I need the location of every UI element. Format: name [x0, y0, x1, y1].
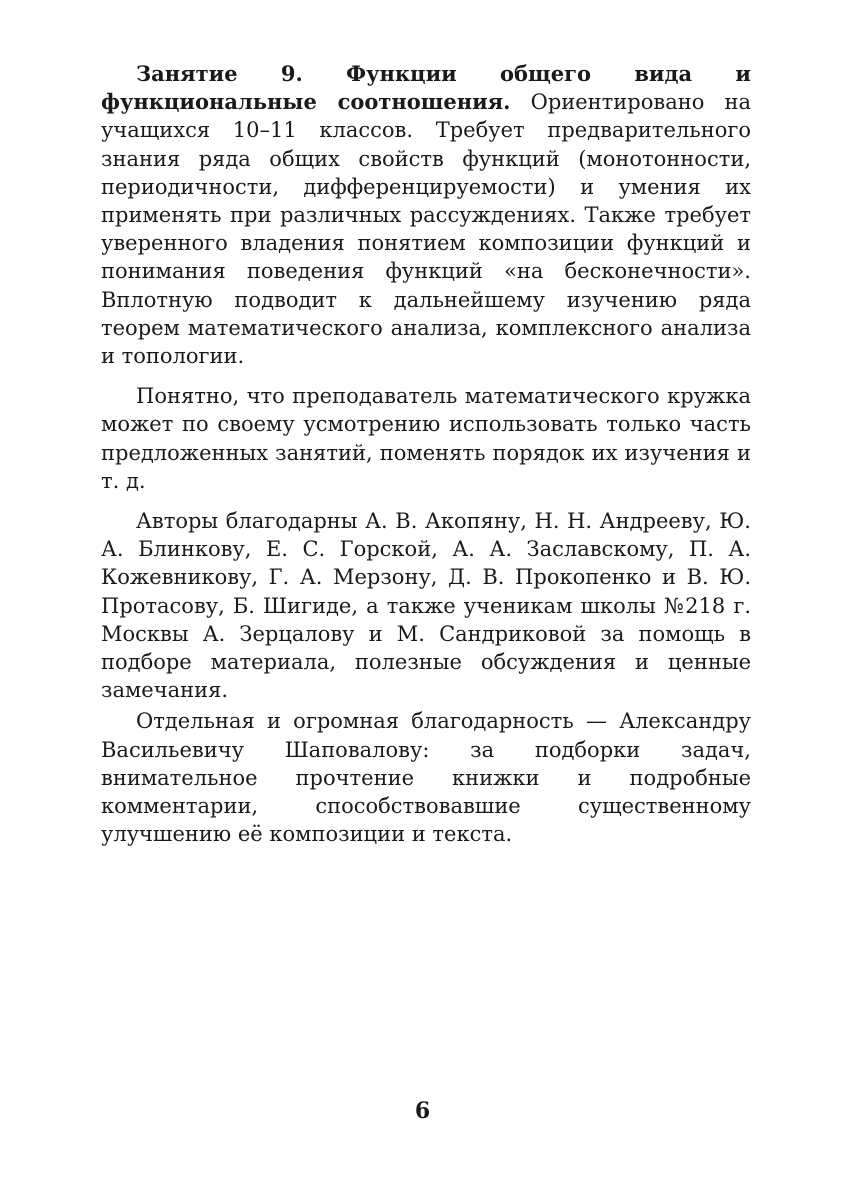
paragraph-teacher-note: Понятно, что преподаватель математического кружка может по своему усмотрению использовать только часть предложенных занятий, поменять порядок их изучения и т. д.: [101, 384, 751, 493]
lesson-9-heading: Занятие 9. Функции общего вида и функциональные соотношения.: [101, 61, 751, 115]
page-number: 6: [414, 1098, 431, 1124]
paragraph-lesson-9: [101, 60, 751, 370]
page-body: [101, 60, 751, 848]
lesson-9-description: Ориентировано на учащихся 10–11 классов. Требует предварительного знания ряда общих свойств функций (монотонности, периодичности, дифференцируемости) и умения их применять при различных рассуждениях. Также требует уверенного владения понятием композиции функций и понимания поведения функций «на бесконечности». Вплотную подводит к дальнейшему изучению ряда теорем математического анализа, комплексного анализа и топологии.: [101, 90, 751, 369]
paragraph-special-thanks: Отдельная и огромная благодарность — Александру Васильевичу Шаповалову: за подборки задач, внимательное прочтение книжки и подробные комментарии, способствовавшие существенному улучшению её композиции и текста.: [101, 709, 751, 847]
paragraph-acknowledgments: Авторы благодарны А. В. Акопяну, Н. Н. Андрееву, Ю. А. Блинкову, Е. С. Горской, А. А. Заславскому, П. А. Кожевникову, Г. А. Мерзону, Д. В. Прокопенко и В. Ю. Протасову, Б. Шигиде, а также ученикам школы №218 г. Москвы А. Зерцалову и М. Сандриковой за помощь в подборе материала, полезные обсуждения и ценные замечания.: [101, 509, 751, 703]
